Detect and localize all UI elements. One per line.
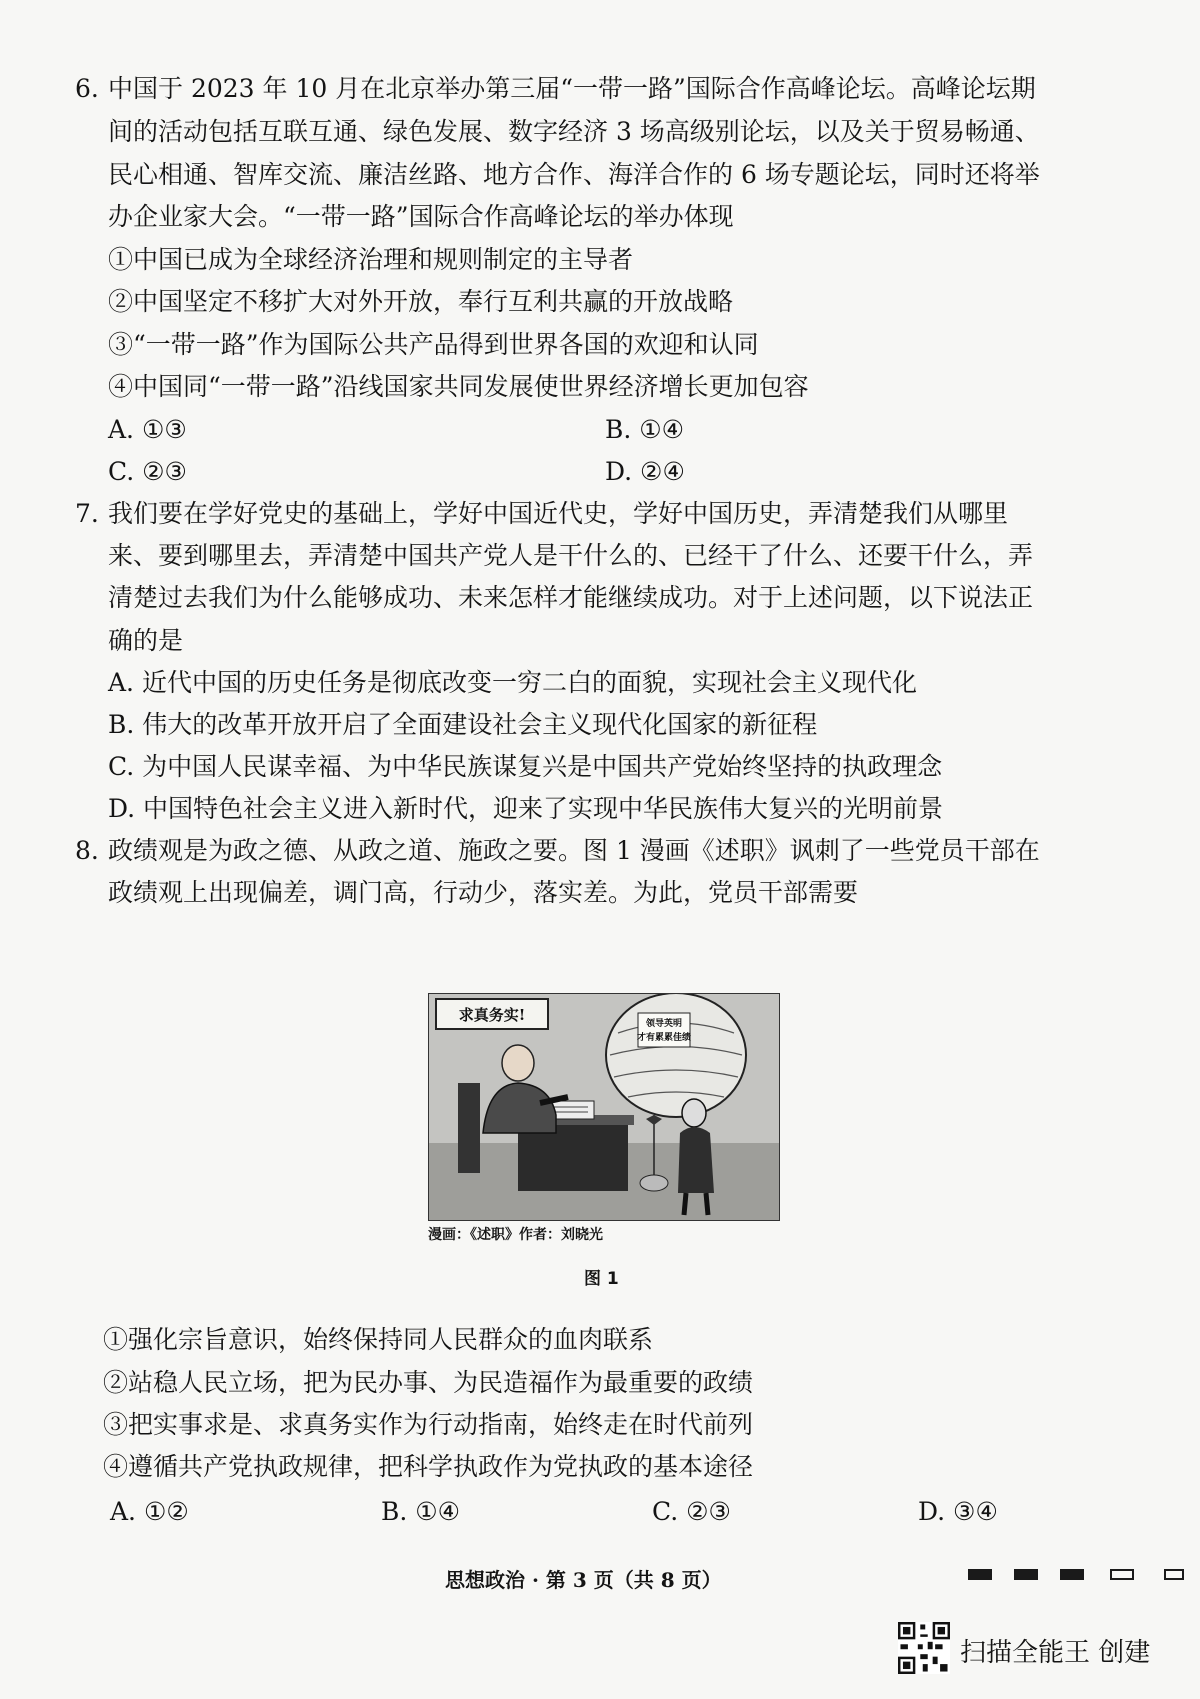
cartoon-caption: 漫画：《述职》作者：刘晓光 [428,1227,603,1243]
question-8-stem-line-1: 政绩观是为政之德、从政之道、施政之要。图 1 漫画《述职》讽刺了一些党员干部在 [108,836,1040,865]
question-8-option-c: C. ②③ [652,1497,731,1526]
question-7-stem-line-4: 确的是 [108,626,184,655]
question-8-option-d: D. ③④ [918,1497,998,1526]
question-8-statement-3: ③把实事求是、求真务实作为行动指南，始终走在时代前列 [103,1410,754,1439]
footer-empty-mark-2 [1164,1569,1184,1580]
question-8-option-a: A. ①② [110,1497,189,1526]
qr-code-icon [898,1622,950,1674]
question-7-option-a: A. 近代中国的历史任务是彻底改变一穷二白的面貌，实现社会主义现代化 [108,668,917,697]
question-8-statement-4: ④遵循共产党执政规律，把科学执政作为党执政的基本途径 [103,1452,754,1481]
question-7-option-c: C. 为中国人民谋幸福、为中华民族谋复兴是中国共产党始终坚持的执政理念 [108,752,943,781]
cartoon-balloon-text-1: 领导英明 [645,1019,683,1029]
question-8-option-b: B. ①④ [381,1497,461,1526]
question-8-stem-line-2: 政绩观上出现偏差，调门高，行动少，落实差。为此，党员干部需要 [108,878,859,907]
question-6-option-d: D. ②④ [605,457,685,486]
question-6-statement-4: ④中国同“一带一路”沿线国家共同发展使世界经济增长更加包容 [108,372,809,401]
question-6-statement-1: ①中国已成为全球经济治理和规则制定的主导者 [108,245,634,274]
question-8-statement-1: ①强化宗旨意识，始终保持同人民群众的血肉联系 [103,1325,654,1354]
question-6-statement-3: ③“一带一路”作为国际公共产品得到世界各国的欢迎和认同 [108,330,759,359]
question-7-option-d: D. 中国特色社会主义进入新时代，迎来了实现中华民族伟大复兴的光明前景 [108,794,944,823]
scanner-watermark-text: 扫描全能王 创建 [960,1638,1151,1668]
question-7-number: 7. [75,499,99,528]
question-6-stem-line-4: 办企业家大会。“一带一路”国际合作高峰论坛的举办体现 [108,202,734,231]
question-6-stem-line-1: 中国于 2023 年 10 月在北京举办第三届“一带一路”国际合作高峰论坛。高峰论坛期 [108,74,1036,103]
cartoon-balloon-text-2: 才有累累佳绩 [636,1033,692,1043]
question-7-option-b: B. 伟大的改革开放开启了全面建设社会主义现代化国家的新征程 [108,710,818,739]
footer-empty-mark-1 [1110,1569,1134,1580]
question-6-option-b: B. ①④ [605,415,685,444]
question-6-stem-line-3: 民心相通、智库交流、廉洁丝路、地方合作、海洋合作的 6 场专题论坛，同时还将举 [108,160,1040,189]
question-6-number: 6. [75,74,99,103]
footer-filled-mark-1 [968,1569,992,1580]
question-7-stem-line-2: 来、要到哪里去，弄清楚中国共产党人是干什么的、已经干了什么、还要干什么，弄 [108,541,1034,570]
cartoon-sign-text: 求真务实! [458,1006,526,1024]
question-8-number: 8. [75,836,99,865]
question-7-stem-line-1: 我们要在学好党史的基础上，学好中国近代史，学好中国历史，弄清楚我们从哪里 [108,499,1009,528]
question-6-option-c: C. ②③ [108,457,187,486]
page-footer: 思想政治 · 第 3 页（共 8 页） [445,1568,722,1592]
question-6-option-a: A. ①③ [108,415,187,444]
question-8-statement-2: ②站稳人民立场，把为民办事、为民造福作为最重要的政绩 [103,1368,754,1397]
footer-filled-mark-2 [1014,1569,1038,1580]
footer-filled-mark-3 [1060,1569,1084,1580]
scanner-watermark [898,1622,1188,1682]
figure-label: 图 1 [584,1269,619,1289]
question-7-stem-line-3: 清楚过去我们为什么能够成功、未来怎样才能继续成功。对于上述问题，以下说法正 [108,583,1034,612]
cartoon-illustration [428,993,780,1221]
question-6-stem-line-2: 间的活动包括互联互通、绿色发展、数字经济 3 场高级别论坛，以及关于贸易畅通、 [108,117,1040,146]
question-6-statement-2: ②中国坚定不移扩大对外开放，奉行互利共赢的开放战略 [108,287,734,316]
